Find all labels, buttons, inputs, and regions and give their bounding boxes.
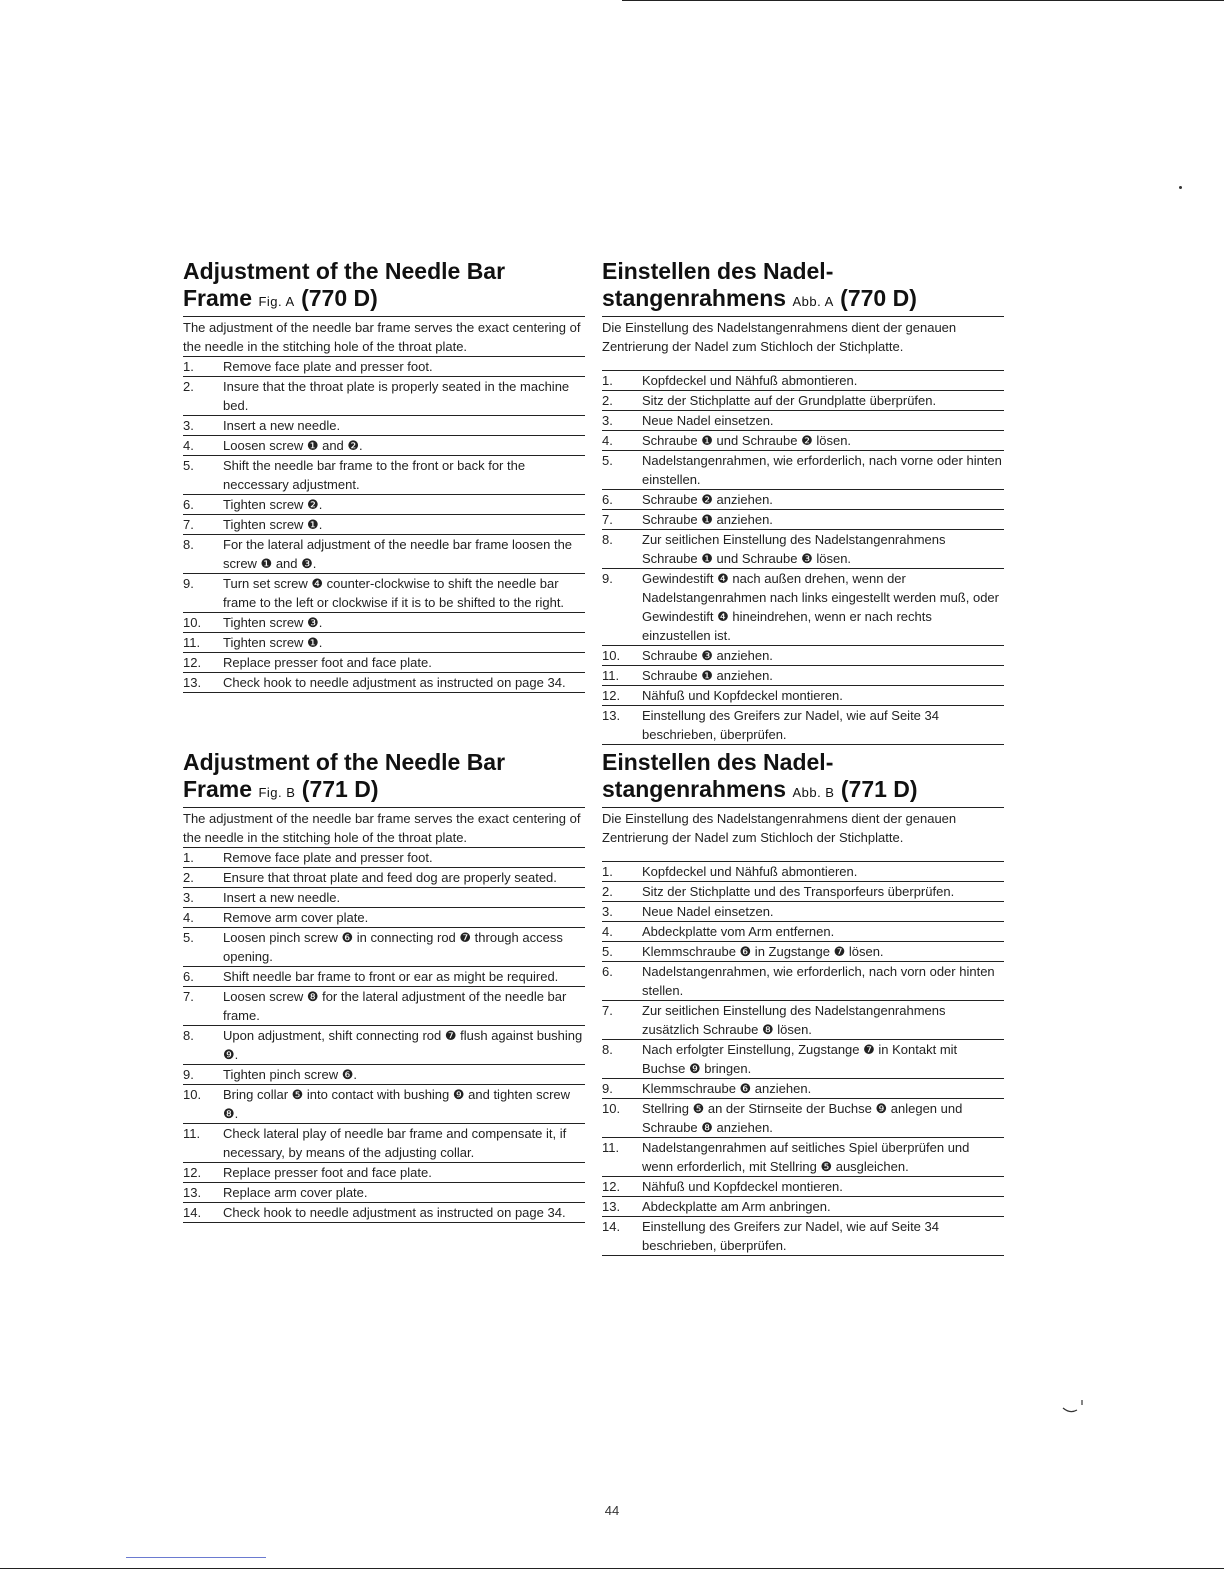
step-text: Nadelstangenrahmen, wie erforderlich, nach vorn oder hinten stellen. [642,964,995,998]
step-text: Tighten screw ❷. [223,497,323,512]
step-item [602,881,1004,901]
step-text: Turn set screw ❹ counter-clockwise to shift the needle bar frame to the left or clockwise if it is to be shifted to the right. [223,576,565,610]
step-number: 5. [602,944,613,959]
step-number: 5. [183,458,194,473]
step-text: Upon adjustment, shift connecting rod ❼ flush against bushing ❾. [223,1028,583,1062]
step-number: 5. [183,930,194,945]
step-item [183,632,585,652]
step-item [183,1182,585,1202]
step-text: Nähfuß und Kopfdeckel montieren. [642,1179,843,1194]
section-771d-de [602,749,1004,1256]
step-number: 2. [183,870,194,885]
step-number: 2. [183,379,194,394]
step-item [602,1098,1004,1137]
step-item [183,534,585,573]
step-number: 7. [183,517,194,532]
step-item [602,1137,1004,1176]
heading-line2 [183,776,585,808]
step-number: 13. [602,708,621,723]
step-text: Shift the needle bar frame to the front or back for the neccessary adjustment. [223,458,526,492]
step-text: Check hook to needle adjustment as instructed on page 34. [223,1205,566,1220]
step-text: Nadelstangenrahmen, wie erforderlich, nach vorne oder hinten einstellen. [642,453,1002,487]
step-text: Insert a new needle. [223,418,341,433]
step-number: 6. [183,497,194,512]
step-text: Nadelstangenrahmen auf seitliches Spiel überprüfen und wenn erforderlich, mit Stellring ❺ ausgleichen. [642,1140,970,1174]
step-number: 3. [602,413,613,428]
step-item [602,489,1004,509]
step-item [602,1216,1004,1256]
step-number: 9. [602,571,613,586]
step-number: 13. [183,1185,202,1200]
step-number: 11. [183,1126,201,1141]
step-item [183,1123,585,1162]
step-text: Bring collar ❺ into contact with bushing ❾ and tighten screw ❽. [223,1087,571,1121]
step-text: Tighten screw ❶. [223,517,323,532]
bottom-rule [0,1568,1224,1569]
step-number: 9. [602,1081,613,1096]
step-number: 12. [183,1165,202,1180]
step-number: 4. [183,438,194,453]
step-number: 14. [602,1219,621,1234]
step-number: 12. [602,1179,621,1194]
step-number: 3. [183,890,194,905]
step-item [602,568,1004,645]
step-item [183,652,585,672]
step-number: 7. [183,989,194,1004]
step-text: Replace presser foot and face plate. [223,655,432,670]
step-text: Neue Nadel einsetzen. [642,904,774,919]
step-item [602,450,1004,489]
step-number: 10. [183,615,202,630]
step-item [602,1078,1004,1098]
step-number: 12. [602,688,621,703]
step-item [183,1162,585,1182]
step-item [602,961,1004,1000]
fig-ref: Abb. A [792,294,834,309]
intro-text: The adjustment of the needle bar frame serves the exact centering of the needle in the stitching hole of the throat plate. [183,320,581,354]
step-number: 10. [602,1101,621,1116]
step-item [183,966,585,986]
step-text: Sitz der Stichplatte und des Transporfeurs überprüfen. [642,884,955,899]
steps-list [183,847,585,1223]
step-item [183,376,585,415]
step-text: Abdeckplatte am Arm anbringen. [642,1199,831,1214]
step-text: Sitz der Stichplatte auf der Grundplatte überprüfen. [642,393,937,408]
step-text: Replace presser foot and face plate. [223,1165,432,1180]
step-item [183,612,585,632]
step-number: 14. [183,1205,202,1220]
fig-ref: Fig. B [258,785,296,800]
intro-text: Die Einstellung des Nadelstangenrahmens dient der genauen Zentrierung der Nadel zum Stichloch der Stichplatte. [602,320,957,354]
step-item [602,901,1004,921]
step-item [183,986,585,1025]
heading-word: stangenrahmens [602,776,787,802]
step-number: 6. [602,492,613,507]
step-text: Check hook to needle adjustment as instructed on page 34. [223,675,566,690]
step-item [183,1084,585,1123]
section-heading [183,258,585,317]
section-heading [602,258,1004,317]
step-item [602,529,1004,568]
step-text: Klemmschraube ❻ in Zugstange ❼ lösen. [642,944,884,959]
step-text: Schraube ❶ anziehen. [642,512,773,527]
scribble-mark [1062,1398,1084,1418]
step-text: Abdeckplatte vom Arm entfernen. [642,924,835,939]
step-item [183,887,585,907]
step-item [183,435,585,455]
intro-text: The adjustment of the needle bar frame serves the exact centering of the needle in the stitching hole of the throat plate. [183,811,581,845]
step-item [602,1196,1004,1216]
step-text: Kopfdeckel und Nähfuß abmontieren. [642,373,858,388]
step-item [602,861,1004,881]
step-text: Schraube ❷ anziehen. [642,492,773,507]
step-text: Einstellung des Greifers zur Nadel, wie auf Seite 34 beschrieben, überprüfen. [642,708,939,742]
step-number: 8. [602,1042,613,1057]
step-number: 6. [183,969,194,984]
step-item [602,390,1004,410]
step-text: Insure that the throat plate is properly seated in the machine bed. [223,379,570,413]
step-number: 6. [602,964,613,979]
step-text: Loosen screw ❶ and ❷. [223,438,363,453]
step-number: 11. [602,1140,620,1155]
step-number: 1. [183,359,194,374]
step-item [602,921,1004,941]
step-number: 2. [602,884,613,899]
model-label: (770 D) [301,285,378,311]
step-number: 10. [183,1087,202,1102]
step-item [602,705,1004,745]
step-item [602,645,1004,665]
heading-line1: Einstellen des Nadel- [602,258,834,284]
step-number: 1. [183,850,194,865]
step-text: Check lateral play of needle bar frame and compensate it, if necessary, by means of the adjusting collar. [223,1126,567,1160]
step-text: Nähfuß und Kopfdeckel montieren. [642,688,843,703]
step-text: Ensure that throat plate and feed dog are properly seated. [223,870,557,885]
step-text: Schraube ❸ anziehen. [642,648,773,663]
step-item [602,370,1004,390]
step-number: 1. [602,864,613,879]
step-number: 4. [602,924,613,939]
step-number: 11. [183,635,201,650]
page-number: 44 [604,1503,620,1518]
step-number: 3. [602,904,613,919]
step-item [183,927,585,966]
step-number: 13. [183,675,202,690]
step-number: 8. [183,537,194,552]
step-number: 9. [183,1067,194,1082]
step-number: 10. [602,648,621,663]
bottom-link-underline [126,1557,266,1558]
model-label: (771 D) [840,776,918,802]
fig-ref: Abb. B [792,785,835,800]
step-number: 3. [183,418,194,433]
step-text: Shift needle bar frame to front or ear as might be required. [223,969,559,984]
step-text: Stellring ❺ an der Stirnseite der Buchse ❾ anlegen und Schraube ❽ anziehen. [642,1101,963,1135]
step-text: Zur seitlichen Einstellung des Nadelstangenrahmens Schraube ❶ und Schraube ❸ lösen. [642,532,946,566]
heading-line2 [602,285,1004,317]
heading-word: stangenrahmens [602,285,787,311]
step-text: Loosen pinch screw ❻ in connecting rod ❼ through access opening. [223,930,563,964]
step-number: 5. [602,453,613,468]
heading-line1: Adjustment of the Needle Bar [183,749,506,775]
step-text: Neue Nadel einsetzen. [642,413,774,428]
step-number: 7. [602,512,613,527]
step-text: Zur seitlichen Einstellung des Nadelstangenrahmens zusätzlich Schraube ❽ lösen. [642,1003,946,1037]
step-text: Loosen screw ❽ for the lateral adjustment of the needle bar frame. [223,989,567,1023]
step-number: 1. [602,373,613,388]
heading-word: Frame [183,285,253,311]
step-text: Remove face plate and presser foot. [223,850,433,865]
step-text: Insert a new needle. [223,890,341,905]
model-label: (770 D) [840,285,917,311]
step-item [602,509,1004,529]
step-text: Tighten screw ❶. [223,635,323,650]
step-text: Tighten screw ❸. [223,615,323,630]
step-text: Klemmschraube ❻ anziehen. [642,1081,812,1096]
section-771d-en [183,749,585,1223]
step-text: Nach erfolgter Einstellung, Zugstange ❼ in Kontakt mit Buchse ❾ bringen. [642,1042,958,1076]
step-text: Kopfdeckel und Nähfuß abmontieren. [642,864,858,879]
step-item [183,847,585,867]
step-item [602,1039,1004,1078]
step-text: Remove face plate and presser foot. [223,359,433,374]
heading-line2 [602,776,1004,808]
step-item [183,455,585,494]
step-number: 13. [602,1199,621,1214]
step-number: 8. [183,1028,194,1043]
speck-mark [1179,186,1182,189]
section-heading [183,749,585,808]
section-heading [602,749,1004,808]
step-item [602,1000,1004,1039]
step-text: Replace arm cover plate. [223,1185,368,1200]
step-item [183,867,585,887]
step-text: For the lateral adjustment of the needle bar frame loosen the screw ❶ and ❸. [223,537,573,571]
step-item [183,514,585,534]
step-text: Remove arm cover plate. [223,910,369,925]
steps-list [602,370,1004,745]
step-number: 2. [602,393,613,408]
step-item [183,356,585,376]
step-number: 8. [602,532,613,547]
steps-list [183,356,585,693]
heading-word: Frame [183,776,253,802]
step-text: Tighten pinch screw ❻. [223,1067,358,1082]
step-text: Einstellung des Greifers zur Nadel, wie auf Seite 34 beschrieben, überprüfen. [642,1219,939,1253]
step-item [183,1025,585,1064]
heading-line1: Einstellen des Nadel- [602,749,834,775]
step-item [183,573,585,612]
step-item [183,415,585,435]
step-item [602,665,1004,685]
step-item [602,430,1004,450]
step-item [183,1202,585,1223]
step-item [183,907,585,927]
step-item [183,1064,585,1084]
step-item [602,685,1004,705]
step-number: 7. [602,1003,613,1018]
step-item [183,494,585,514]
step-text: Schraube ❶ und Schraube ❷ lösen. [642,433,852,448]
top-rule [622,0,1224,1]
step-number: 4. [183,910,194,925]
step-number: 11. [602,668,620,683]
step-number: 4. [602,433,613,448]
steps-list [602,861,1004,1256]
step-number: 9. [183,576,194,591]
step-item [602,410,1004,430]
step-item [183,672,585,693]
step-item [602,1176,1004,1196]
step-text: Gewindestift ❹ nach außen drehen, wenn der Nadelstangenrahmen nach links eingestellt werden muß, oder Gewindestift ❹ hineindrehen, wenn er nach rechts einzustellen ist. [642,571,999,643]
step-item [602,941,1004,961]
fig-ref: Fig. A [258,294,295,309]
model-label: (771 D) [301,776,379,802]
section-770d-de [602,258,1004,745]
intro-text: Die Einstellung des Nadelstangenrahmens dient der genauen Zentrierung der Nadel zum Stichloch der Stichplatte. [602,811,957,845]
step-number: 12. [183,655,202,670]
heading-line1: Adjustment of the Needle Bar [183,258,506,284]
step-text: Schraube ❶ anziehen. [642,668,773,683]
heading-line2 [183,285,585,317]
section-770d-en [183,258,585,693]
